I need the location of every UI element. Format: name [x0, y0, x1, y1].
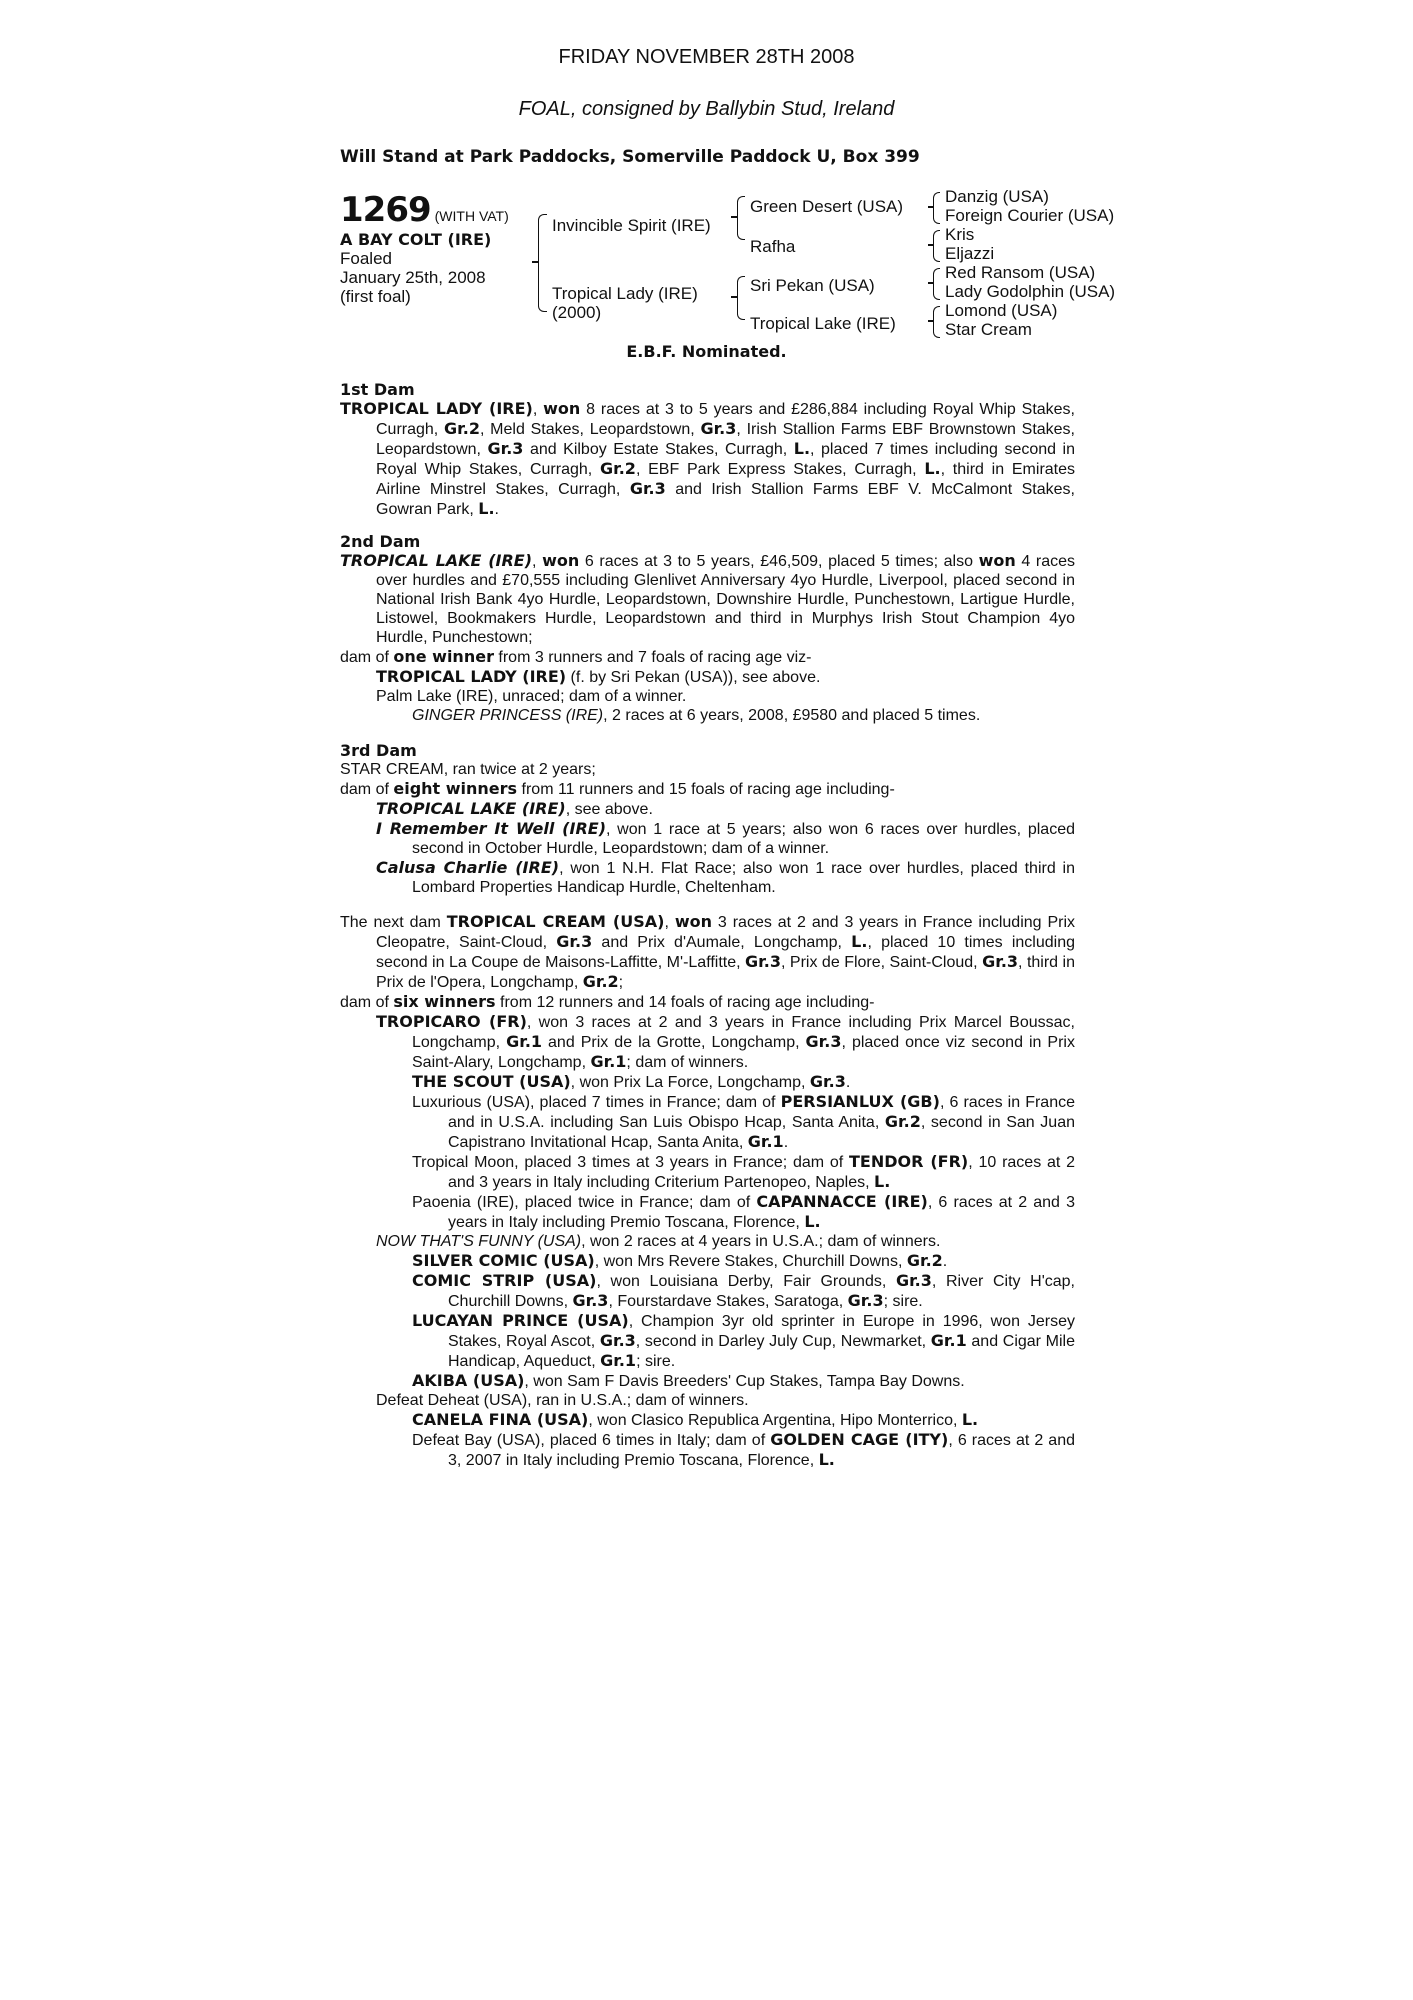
won-word: won [542, 551, 580, 570]
produce-entry: Defeat Deheat (USA), ran in U.S.A.; dam of winners. [376, 1392, 749, 1409]
grade-label: L. [851, 932, 868, 951]
record-text: , third in Prix de l'Opera, Longchamp, [376, 954, 1075, 991]
produce-name: GINGER PRINCESS (IRE) [412, 707, 604, 724]
ds-brace-point [928, 282, 934, 284]
record-text: , placed 7 times including second in Royal Whip Stakes, Curragh, [376, 441, 1076, 478]
lot-details [340, 190, 509, 306]
sale-date: FRIDAY NOVEMBER 28TH 2008 [558, 46, 855, 68]
produce-name: I Remember It Well (IRE) [376, 819, 606, 838]
record-text: , won Sam F Davis Breeders' Cup Stakes, Tampa Bay Downs. [524, 1373, 965, 1390]
record-text: , second in San Juan Capistrano Invitational Hcap, Santa Anita, [448, 1114, 1075, 1151]
grade-label: Gr.1 [930, 1331, 967, 1350]
record-text: , see above. [565, 801, 653, 818]
record-text: , EBF Park Express Stakes, Curragh, [635, 461, 925, 478]
dsd-name: Lady Godolphin (USA) [945, 282, 1116, 301]
fourth-dam-name: TROPICAL CREAM (USA) [446, 912, 665, 931]
record-text: . [494, 501, 499, 518]
second-dam-record: TROPICAL LAKE (IRE), won 6 races at 3 to 5 years, £46,509, placed 5 times; also won 4 races over hurdles and £70,555 including Glenlivet Anniversary 4yo Hurdle, Liverpool, placed second in National Irish Bank 4yo Hurdle, Leopardstown, Downshire Hurdle, Punchestown, Lartigue Hurdle, Listowel, Bookmakers Hurdle, Leopardstown and third in Murphys Irish Stout Champion 4yo Hurdle, Punchestown; [340, 551, 1076, 646]
record-text: , second in Darley July Cup, Newmarket, [635, 1333, 931, 1350]
sd-brace [933, 230, 940, 262]
fourth-dam-record [340, 912, 1075, 992]
winners-count: one winner [393, 647, 494, 666]
record-text: from 11 runners and 15 foals of racing age including- [517, 781, 895, 798]
grade-label: Gr.2 [582, 972, 619, 991]
sire-brace [737, 196, 745, 240]
consignment-line: FOAL, consigned by Ballybin Stud, Ireland [518, 98, 895, 120]
grade-label: L. [924, 459, 941, 478]
produce-entry [340, 1430, 1075, 1470]
record-text: 3 races at 2 and 3 years in France including Prix Cleopatre, Saint-Cloud, [376, 914, 1076, 951]
record-text: . [783, 1134, 789, 1151]
produce-name: TROPICAL LADY (IRE) [376, 667, 567, 686]
produce-entry [340, 706, 1075, 725]
record-text: , 6 races in France and in U.S.A. including San Luis Obispo Hcap, Santa Anita, [448, 1094, 1075, 1131]
grade-label: Gr.3 [599, 1331, 636, 1350]
record-text: The next dam [340, 914, 447, 931]
produce-entry: Palm Lake (IRE), unraced; dam of a winner. [376, 688, 687, 705]
produce-name: CANELA FINA (USA) [412, 1410, 589, 1429]
ds-brace [933, 268, 940, 300]
foaled-label: Foaled [340, 249, 392, 268]
produce-name: THE SCOUT (USA) [412, 1072, 571, 1091]
record-text: (f. by Sri Pekan (USA)), see above. [566, 669, 821, 686]
record-text: , placed once viz second in Prix Saint-Alary, Longchamp, [412, 1034, 1075, 1071]
sdd-name: Eljazzi [945, 244, 995, 263]
record-text: dam of [340, 649, 394, 666]
record-text: , 6 races at 2 and 3, 2007 in Italy including Premio Toscana, Florence, [448, 1432, 1075, 1469]
record-text: , won 2 races at 4 years in U.S.A.; dam of winners. [581, 1233, 941, 1250]
record-text: and Cigar Mile Handicap, Aqueduct, [448, 1333, 1075, 1370]
pedigree-block [0, 187, 1413, 365]
record-text: , placed 10 times including second in La Coupe de Maisons-Laffitte, M'-Laffitte, [376, 934, 1075, 971]
grade-label: Gr.3 [556, 932, 593, 951]
grade-label: L. [793, 439, 811, 458]
dds-name: Lomond (USA) [945, 301, 1058, 320]
grade-label: L. [961, 1410, 979, 1429]
grade-label: Gr.2 [884, 1112, 921, 1131]
grade-label: Gr.3 [805, 1032, 842, 1051]
produce-entry [340, 1232, 1075, 1251]
dam-sire-name: Sri Pekan (USA) [750, 276, 875, 295]
record-text: , [664, 914, 675, 931]
third-dam-heading: 3rd Dam [340, 741, 417, 760]
ss-brace [933, 192, 940, 224]
produce-entry [340, 799, 1075, 819]
record-text: , 6 races at 2 and 3 years in Italy including Premio Toscana, Florence, [448, 1194, 1075, 1231]
third-dam-section [340, 741, 1075, 897]
dd-brace-point [928, 320, 934, 322]
record-text: , Champion 3yr old sprinter in Europe in 1996, won Jersey Stakes, Royal Ascot, [448, 1313, 1076, 1350]
grade-label: Gr.1 [600, 1351, 637, 1370]
produce-name: Calusa Charlie (IRE) [376, 858, 560, 877]
grade-label: L. [874, 1172, 891, 1191]
produce-name: COMIC STRIP (USA) [412, 1271, 597, 1290]
record-text: , third in Emirates Airline Minstrel Stakes, Curragh, [376, 461, 1076, 498]
grade-label: Gr.3 [809, 1072, 846, 1091]
grade-label: Gr.1 [590, 1052, 627, 1071]
dam-dam-name: Tropical Lake (IRE) [750, 314, 896, 333]
third-dam-produce-summary [340, 779, 1075, 799]
dd-brace [933, 306, 940, 338]
record-text: and Prix d'Aumale, Longchamp, [592, 934, 852, 951]
record-text: , 2 races at 6 years, 2008, £9580 and placed 5 times. [603, 707, 981, 724]
grade-label: Gr.3 [572, 1291, 609, 1310]
produce-entry [340, 667, 1075, 687]
grade-label: Gr.3 [745, 952, 781, 971]
produce-entry [340, 1311, 1075, 1371]
record-text: Paoenia (IRE), placed twice in France; dam of [412, 1194, 757, 1211]
grade-label: L. [818, 1450, 835, 1469]
record-text: , Meld Stakes, Leopardstown, [479, 421, 701, 438]
produce-name: TROPICARO (FR) [376, 1012, 527, 1031]
dam-brace [737, 276, 745, 320]
record-text: dam of [340, 994, 394, 1011]
produce-entry [340, 1072, 1075, 1092]
record-text: from 12 runners and 14 foals of racing age including- [495, 994, 875, 1011]
foal-note: (first foal) [340, 287, 411, 306]
produce-name: PERSIANLUX (GB) [780, 1092, 940, 1111]
sire-dam-name: Rafha [750, 237, 796, 256]
won-word: won [543, 399, 581, 418]
dam-brace-point [731, 296, 737, 298]
produce-entry [340, 1092, 1075, 1152]
lot-name: A BAY COLT (IRE) [340, 230, 492, 249]
grade-label: Gr.3 [847, 1291, 884, 1310]
foaled-date: January 25th, 2008 [340, 268, 486, 287]
record-text: 8 races at 3 to 5 years and £286,884 including Royal Whip Stakes, Curragh, [376, 401, 1076, 438]
record-text: and Kilboy Estate Stakes, Curragh, [523, 441, 794, 458]
produce-entry [340, 1152, 1075, 1192]
third-dam-record: STAR CREAM, ran twice at 2 years; [340, 761, 596, 778]
grade-label: Gr.3 [629, 479, 666, 498]
produce-name: TROPICAL LAKE (IRE) [376, 799, 566, 818]
record-text: , 10 races at 2 and 3 years in Italy including Criterium Partenopeo, Naples, [448, 1154, 1076, 1191]
winners-count: six winners [393, 992, 496, 1011]
produce-entry [340, 1410, 1075, 1430]
second-dam-heading: 2nd Dam [340, 532, 421, 551]
grade-label: Gr.2 [599, 459, 636, 478]
record-text: and Irish Stallion Farms EBF V. McCalmont Stakes, Gowran Park, [376, 481, 1075, 518]
record-text: and Prix de la Grotte, Longchamp, [542, 1034, 806, 1051]
sds-name: Kris [945, 225, 975, 244]
record-text: , won 1 N.H. Flat Race; also won 1 race over hurdles, placed third in Lombard Properties Handicap Hurdle, Cheltenham. [412, 860, 1075, 896]
produce-name: NOW THAT'S FUNNY (USA) [376, 1233, 582, 1250]
record-text: ; [618, 974, 624, 991]
record-text: 4 races over hurdles and £70,555 including Glenlivet Anniversary 4yo Hurdle, Liverpool, placed second in National Irish Bank 4yo Hurdle, Leopardstown, Downshire Hurdle, Punchestown, Lartigue Hurdle, Listowel, Bookmakers Hurdle, Leopardstown and third in Murphys Irish Stout Champion 4yo Hurdle, Punchestown; [376, 553, 1076, 646]
sire-brace-point [731, 216, 737, 218]
record-text: . [942, 1253, 948, 1270]
record-text: , won 3 races at 2 and 3 years in France including Prix Marcel Boussac, Longchamp, [412, 1014, 1075, 1051]
grade-label: Gr.1 [506, 1032, 543, 1051]
sire-name: Invincible Spirit (IRE) [552, 216, 711, 235]
ss-brace-point [928, 206, 934, 208]
first-dam-record: TROPICAL LADY (IRE), won 8 races at 3 to 5 years and £286,884 including Royal Whip Stakes, Curragh, Gr.2, Meld Stakes, Leopardstown, Gr.3, Irish Stallion Farms EBF Brownstown Stakes, Leopardstown, Gr.3 and Kilboy Estate Stakes, Curragh, L., placed 7 times including second in Royal Whip Stakes, Curragh, Gr.2, EBF Park Express Stakes, Curragh, L., third in Emirates Airline Minstrel Stakes, Curragh, Gr.3 and Irish Stallion Farms EBF V. McCalmont Stakes, Gowran Park, L.. [340, 399, 1076, 518]
record-text: , Prix de Flore, Saint-Cloud, [781, 954, 983, 971]
record-text: , Irish Stallion Farms EBF Brownstown Stakes, Leopardstown, [376, 421, 1076, 458]
sd-brace-point [928, 244, 934, 246]
grade-label: Gr.3 [982, 952, 1019, 971]
winners-count: eight winners [393, 779, 518, 798]
lot-number: 1269 [340, 190, 431, 230]
fourth-dam-produce-summary [340, 992, 1075, 1012]
stand-location: Will Stand at Park Paddocks, Somerville Paddock U, Box 399 [340, 147, 920, 167]
record-text: , won Prix La Force, Longchamp, [570, 1074, 810, 1091]
first-dam-name: TROPICAL LADY (IRE) [340, 399, 533, 418]
produce-name: SILVER COMIC (USA) [412, 1251, 595, 1270]
produce-entry [340, 858, 1075, 897]
grade-label: L. [804, 1212, 821, 1231]
record-text: 6 races at 3 to 5 years, £46,509, placed 5 times; also [579, 553, 979, 570]
record-text: , won Clasico Republica Argentina, Hipo Monterrico, [588, 1412, 962, 1429]
produce-entry [340, 1012, 1075, 1072]
record-text: ; sire. [636, 1353, 676, 1370]
produce-name: LUCAYAN PRINCE (USA) [412, 1311, 629, 1330]
grade-label: Gr.3 [487, 439, 524, 458]
second-dam-name: TROPICAL LAKE (IRE) [340, 551, 533, 570]
record-text: , won Louisiana Derby, Fair Grounds, [596, 1273, 896, 1290]
produce-entry [340, 1251, 1075, 1271]
produce-entry [340, 1371, 1075, 1391]
record-text: Tropical Moon, placed 3 times at 3 years in France; dam of [412, 1154, 850, 1171]
produce-name: TENDOR (FR) [849, 1152, 969, 1171]
record-text: , River City H'cap, Churchill Downs, [448, 1273, 1076, 1310]
grade-label: Gr.1 [747, 1132, 784, 1151]
fourth-dam-section [340, 912, 1075, 1470]
record-text: Defeat Bay (USA), placed 6 times in Italy; dam of [412, 1432, 771, 1449]
ebf-nomination: E.B.F. Nominated. [626, 342, 787, 361]
second-dam-produce-summary [340, 647, 1075, 667]
record-text: , won 1 race at 5 years; also won 6 races over hurdles, placed second in October Hurdle, Leopardstown; dam of a winner. [412, 821, 1075, 857]
won-word: won [674, 912, 712, 931]
record-text: ; sire. [883, 1293, 923, 1310]
vat-note: (WITH VAT) [434, 208, 509, 224]
grade-label: L. [478, 499, 495, 518]
record-text: from 3 runners and 7 foals of racing age viz- [493, 649, 812, 666]
ddd-name: Star Cream [945, 320, 1032, 339]
pedigree-brace [538, 214, 547, 312]
second-dam-section [340, 532, 1075, 725]
won-word: won [978, 551, 1016, 570]
record-text: , Fourstardave Stakes, Saratoga, [608, 1293, 848, 1310]
produce-name: AKIBA (USA) [412, 1371, 525, 1390]
produce-entry [340, 819, 1075, 858]
sss-name: Danzig (USA) [945, 187, 1049, 206]
produce-entry [340, 1192, 1075, 1232]
produce-name: CAPANNACCE (IRE) [756, 1192, 928, 1211]
record-text: Luxurious (USA), placed 7 times in France; dam of [412, 1094, 781, 1111]
grade-label: Gr.3 [700, 419, 737, 438]
grade-label: Gr.2 [444, 419, 480, 438]
dss-name: Red Ransom (USA) [945, 263, 1096, 282]
ssd-name: Foreign Courier (USA) [945, 206, 1115, 225]
first-dam-section [340, 380, 1075, 519]
record-text: , won Mrs Revere Stakes, Churchill Downs, [594, 1253, 907, 1270]
sire-sire-name: Green Desert (USA) [750, 197, 904, 216]
dam-name: Tropical Lady (IRE) [552, 284, 698, 303]
pedigree-brace-point [532, 261, 538, 263]
first-dam-heading: 1st Dam [340, 380, 415, 399]
produce-entry [340, 1271, 1075, 1311]
record-text: ; dam of winners. [626, 1054, 749, 1071]
grade-label: Gr.2 [906, 1251, 943, 1270]
produce-name: GOLDEN CAGE (ITY) [770, 1430, 949, 1449]
record-text: dam of [340, 781, 394, 798]
dam-year: (2000) [552, 303, 602, 322]
record-text: . [845, 1074, 851, 1091]
grade-label: Gr.3 [895, 1271, 932, 1290]
